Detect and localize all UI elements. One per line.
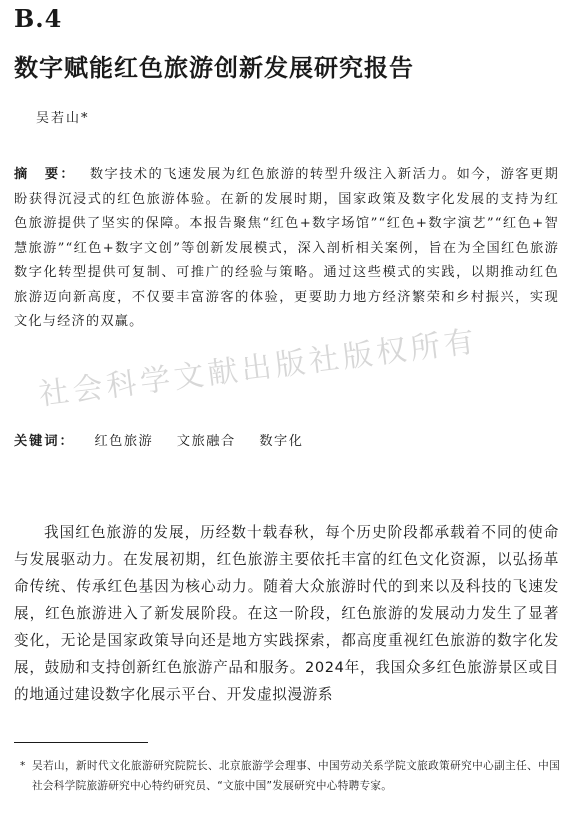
- footnote: [20, 756, 560, 796]
- author-name: 吴若山: [36, 111, 82, 126]
- keywords: [14, 430, 321, 449]
- keyword-item: 数字化: [259, 434, 304, 449]
- report-code: B.4: [14, 4, 63, 33]
- author-footnote-mark: *: [81, 111, 90, 126]
- keyword-item: 文旅融合: [176, 434, 236, 449]
- copyright-watermark: 社会科学文献出版社版权所有: [36, 324, 480, 413]
- page-title: 数字赋能红色旅游创新发展研究报告: [14, 54, 414, 82]
- footnote-divider: [14, 742, 148, 743]
- abstract-text: 数字技术的飞速发展为红色旅游的转型升级注入新活力。如今，游客更期盼获得沉浸式的红色旅游体验。在新的发展时期，国家政策及数字化发展的支持为红色旅游提供了坚实的保障。本报告聚焦“红色+数字场馆”“红色+数字演艺”“红色+智慧旅游”“红色+数字文创”等创新发展模式，深入剖析相关案例，旨在为全国红色旅游数字化转型提供可复制、可推广的经验与策略。通过这些模式的实践，以期推动红色旅游迈向新高度，不仅要丰富游客的体验，更要助力地方经济繁荣和乡村振兴，实现文化与经济的双赢。: [14, 167, 559, 329]
- footnote-mark: *: [20, 760, 26, 772]
- footnote-text: 吴若山，新时代文化旅游研究院院长、北京旅游学会理事、中国劳动关系学院文旅政策研究中心副主任、中国社会科学院旅游研究中心特约研究员、“文旅中国”发展研究中心特聘专家。: [32, 760, 560, 792]
- keyword-item: 红色旅游: [94, 434, 154, 449]
- author-line: [36, 107, 90, 126]
- keywords-label: 关键词：: [14, 434, 75, 449]
- abstract-label: 摘 要：: [14, 167, 76, 182]
- abstract: [14, 163, 559, 335]
- body-paragraph: 我国红色旅游的发展，历经数十载春秋，每个历史阶段都承载着不同的使命与发展驱动力。在发展初期，红色旅游主要依托丰富的红色文化资源，以弘扬革命传统、传承红色基因为核心动力。随着大众旅游时代的到来以及科技的飞速发展，红色旅游进入了新发展阶段。在这一阶段，红色旅游的发展动力发生了显著变化，无论是国家政策导向还是地方实践探索，都高度重视红色旅游的数字化发展，鼓励和支持创新红色旅游产品和服务。2024年，我国众多红色旅游景区或目的地通过建设数字化展示平台、开发虚拟漫游系: [14, 524, 559, 703]
